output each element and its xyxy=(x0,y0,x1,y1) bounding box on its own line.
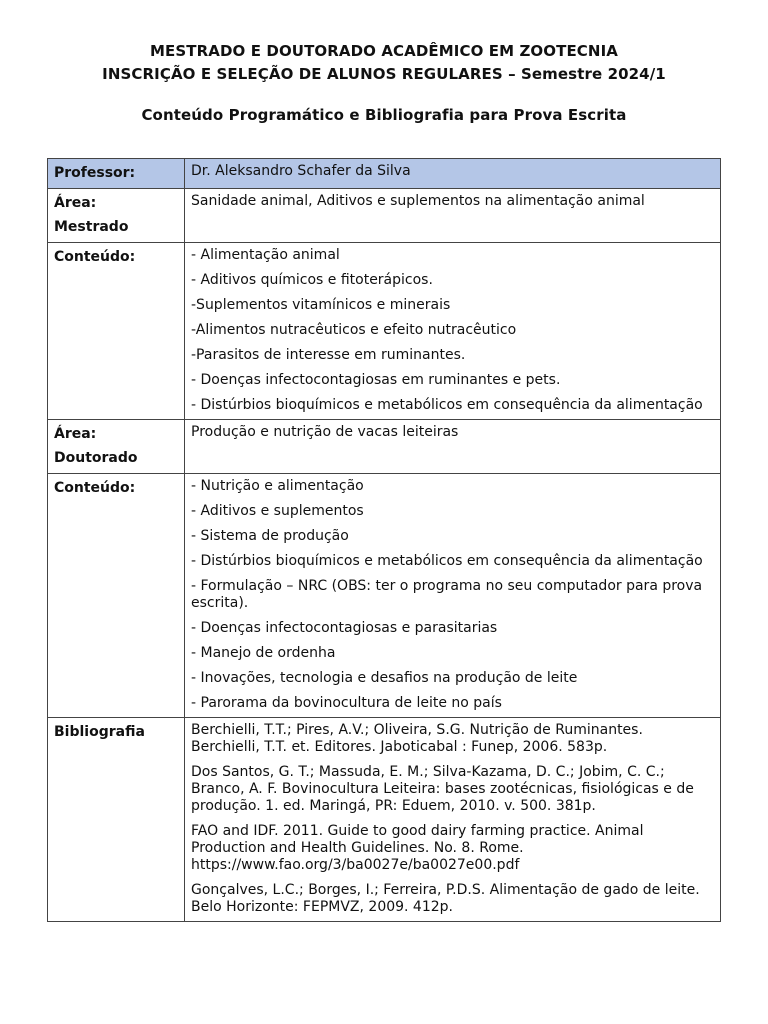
program-title: MESTRADO E DOUTORADO ACADÊMICO EM ZOOTECNIA xyxy=(150,42,618,60)
list-item: -Suplementos vitamínicos e minerais xyxy=(191,297,451,313)
professor-label: Professor: xyxy=(48,159,185,189)
bibliografia-label: Bibliografia xyxy=(48,718,185,922)
list-item: - Parorama da bovinocultura de leite no país xyxy=(191,695,502,711)
list-item: - Doenças infectocontagiosas em ruminantes e pets. xyxy=(191,372,561,388)
reference-item: FAO and IDF. 2011. Guide to good dairy farming practice. Animal Production and Health Guidelines. No. 8. Rome. https://www.fao.org/3/ba0027e/ba0027e00.pdf xyxy=(191,823,644,873)
doutorado-content-row xyxy=(48,474,721,718)
reference-item: Berchielli, T.T.; Pires, A.V.; Oliveira, S.G. Nutrição de Ruminantes. Berchielli, T.T. et. Editores. Jaboticabal : Funep, 2006. 583p. xyxy=(191,722,643,755)
mestrado-content-list xyxy=(185,243,721,420)
list-item: -Parasitos de interesse em ruminantes. xyxy=(191,347,466,363)
bibliografia-row xyxy=(48,718,721,922)
mestrado-content-label: Conteúdo: xyxy=(48,243,185,420)
mestrado-area-row xyxy=(48,189,721,243)
mestrado-area-label: Área: Mestrado xyxy=(48,189,185,243)
list-item: - Doenças infectocontagiosas e parasitarias xyxy=(191,620,498,636)
list-item: - Formulação – NRC (OBS: ter o programa no seu computador para prova escrita). xyxy=(191,578,703,611)
doutorado-content-list xyxy=(185,474,721,718)
document-header xyxy=(0,40,768,127)
list-item: - Sistema de produção xyxy=(191,528,349,544)
selection-title: INSCRIÇÃO E SELEÇÃO DE ALUNOS REGULARES – Semestre 2024/1 xyxy=(102,65,666,83)
doutorado-area-label: Área: Doutorado xyxy=(48,420,185,474)
reference-item: Gonçalves, L.C.; Borges, I.; Ferreira, P.D.S. Alimentação de gado de leite. Belo Horizonte: FEPMVZ, 2009. 412p. xyxy=(191,882,700,915)
list-item: - Inovações, tecnologia e desafios na produção de leite xyxy=(191,670,578,686)
professor-row xyxy=(48,159,721,189)
list-item: - Distúrbios bioquímicos e metabólicos em consequência da alimentação xyxy=(191,397,703,413)
syllabus-table xyxy=(47,158,721,922)
professor-name: Dr. Aleksandro Schafer da Silva xyxy=(185,159,721,189)
doutorado-area-value: Produção e nutrição de vacas leiteiras xyxy=(185,420,721,474)
list-item: - Alimentação animal xyxy=(191,247,340,263)
list-item: - Distúrbios bioquímicos e metabólicos em consequência da alimentação xyxy=(191,553,703,569)
list-item: - Nutrição e alimentação xyxy=(191,478,364,494)
list-item: - Aditivos e suplementos xyxy=(191,503,364,519)
mestrado-content-row xyxy=(48,243,721,420)
list-item: -Alimentos nutracêuticos e efeito nutracêutico xyxy=(191,322,517,338)
list-item: - Aditivos químicos e fitoterápicos. xyxy=(191,272,433,288)
document-subtitle: Conteúdo Programático e Bibliografia para Prova Escrita xyxy=(141,106,627,124)
bibliografia-list xyxy=(185,718,721,922)
reference-item: Dos Santos, G. T.; Massuda, E. M.; Silva-Kazama, D. C.; Jobim, C. C.; Branco, A. F. Bovinocultura Leiteira: bases zootécnicas, fisiológicas e de produção. 1. ed. Maringá, PR: Eduem, 2010. v. 500. 381p. xyxy=(191,764,694,814)
list-item: - Manejo de ordenha xyxy=(191,645,336,661)
mestrado-area-value: Sanidade animal, Aditivos e suplementos na alimentação animal xyxy=(185,189,721,243)
doutorado-area-row xyxy=(48,420,721,474)
doutorado-content-label: Conteúdo: xyxy=(48,474,185,718)
